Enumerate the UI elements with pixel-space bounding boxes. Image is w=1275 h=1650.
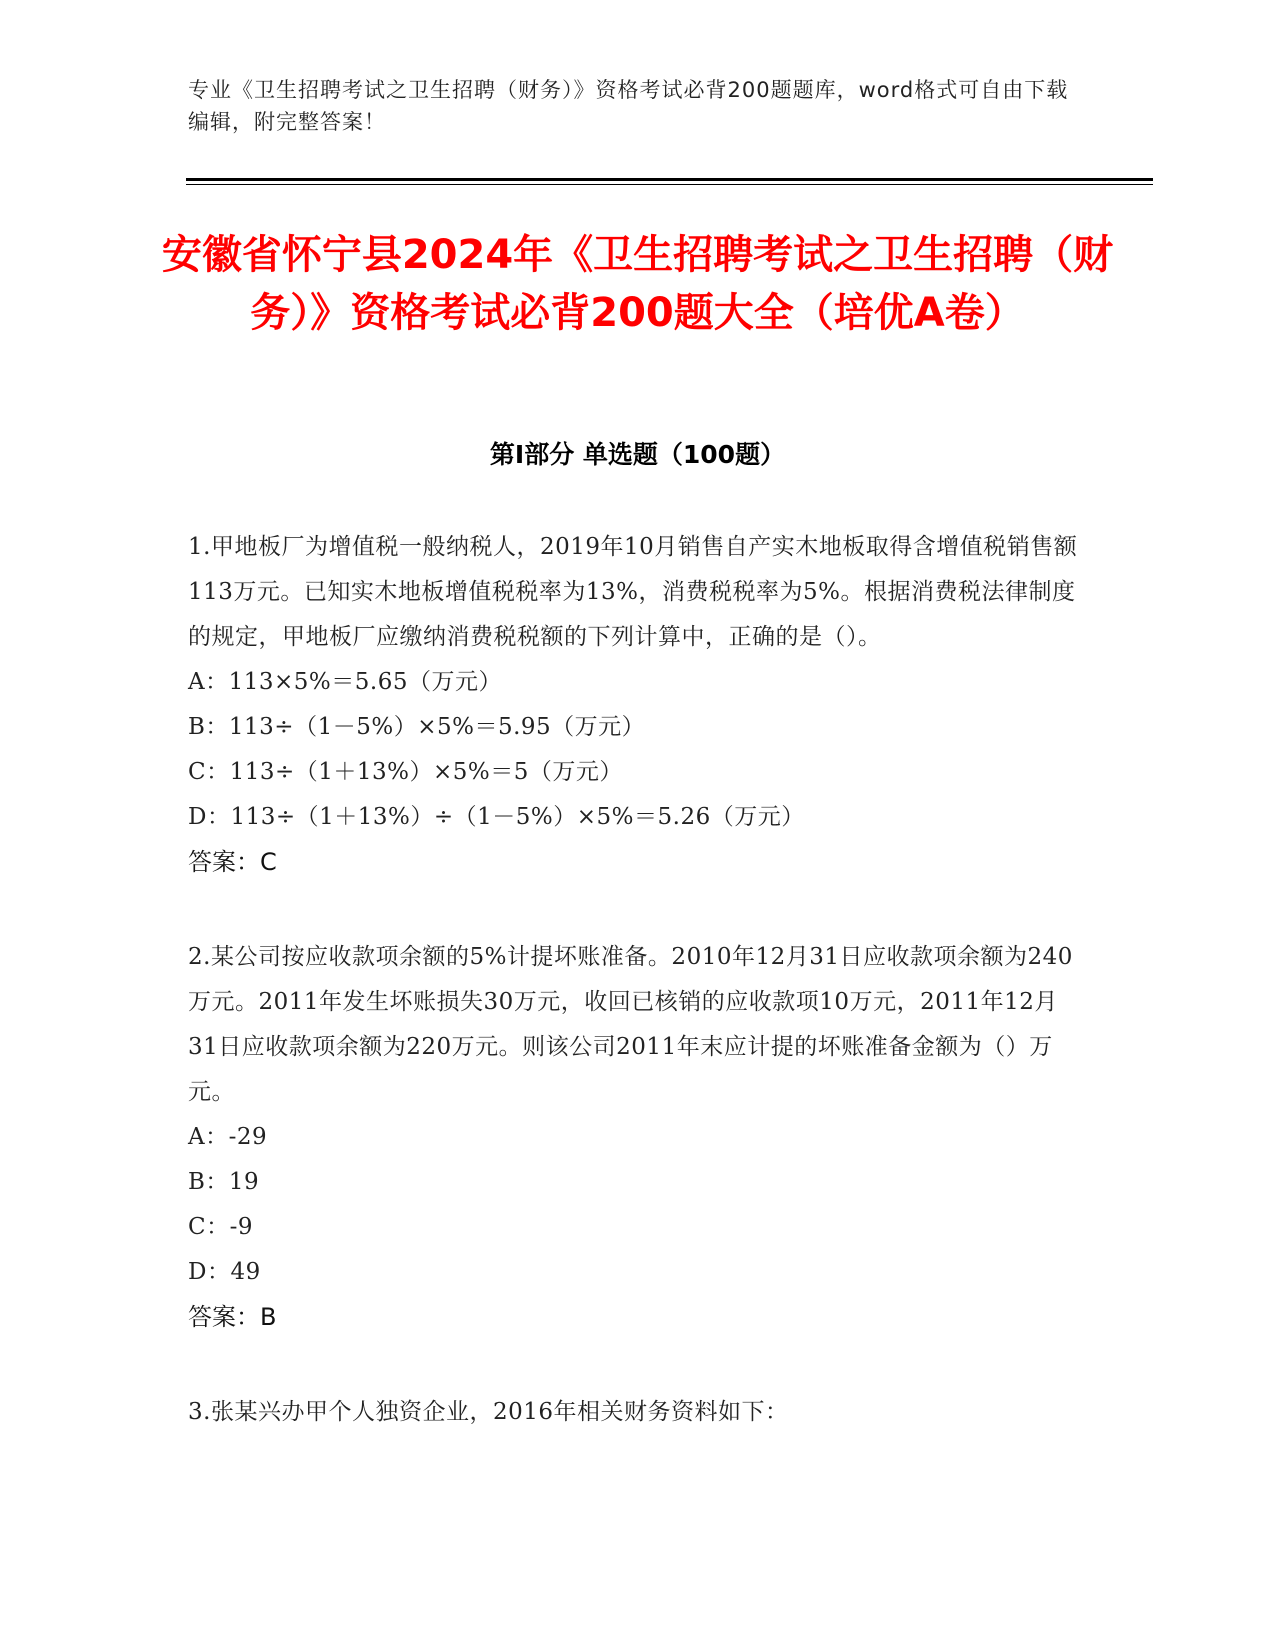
question-2 — [188, 935, 1088, 1340]
document-title: 安徽省怀宁县2024年《卫生招聘考试之卫生招聘（财务）》资格考试必背200题大全（培优A卷） — [161, 232, 1114, 336]
question-stem: 3.张某兴办甲个人独资企业，2016年相关财务资料如下： — [188, 1399, 789, 1425]
header-note: 专业《卫生招聘考试之卫生招聘（财务）》资格考试必背200题题库，word格式可自由下载编辑，附完整答案！ — [188, 78, 1069, 134]
header-divider-thin — [186, 184, 1153, 185]
option-b: B：19 — [188, 1169, 260, 1195]
question-stem: 2.某公司按应收款项余额的5%计提坏账准备。2010年12月31日应收款项余额为240万元。2011年发生坏账损失30万元，收回已核销的应收款项10万元，2011年12月31日应收款项余额为220万元。则该公司2011年末应计提的坏账准备金额为（）万元。 — [188, 944, 1073, 1105]
option-c: C：-9 — [188, 1214, 254, 1240]
answer-line: 答案：C — [188, 848, 277, 876]
question-3 — [188, 1390, 1088, 1435]
option-d: D：113÷（1＋13%）÷（1－5%）×5%＝5.26（万元） — [188, 804, 805, 830]
question-list — [188, 525, 1088, 1485]
option-c: C：113÷（1＋13%）×5%＝5（万元） — [188, 759, 623, 785]
option-b: B：113÷（1－5%）×5%＝5.95（万元） — [188, 714, 646, 740]
answer-line: 答案：B — [188, 1303, 277, 1331]
option-a: A：-29 — [188, 1124, 268, 1150]
question-1 — [188, 525, 1088, 885]
option-a: A：113×5%＝5.65（万元） — [188, 669, 502, 695]
section-title: 第Ⅰ部分 单选题（100题） — [489, 440, 786, 469]
header-divider-thick — [186, 178, 1153, 181]
question-stem: 1.甲地板厂为增值税一般纳税人，2019年10月销售自产实木地板取得含增值税销售额113万元。已知实木地板增值税税率为13%，消费税税率为5%。根据消费税法律制度的规定，甲地板厂应缴纳消费税税额的下列计算中，正确的是（）。 — [188, 534, 1078, 650]
option-d: D：49 — [188, 1259, 261, 1285]
